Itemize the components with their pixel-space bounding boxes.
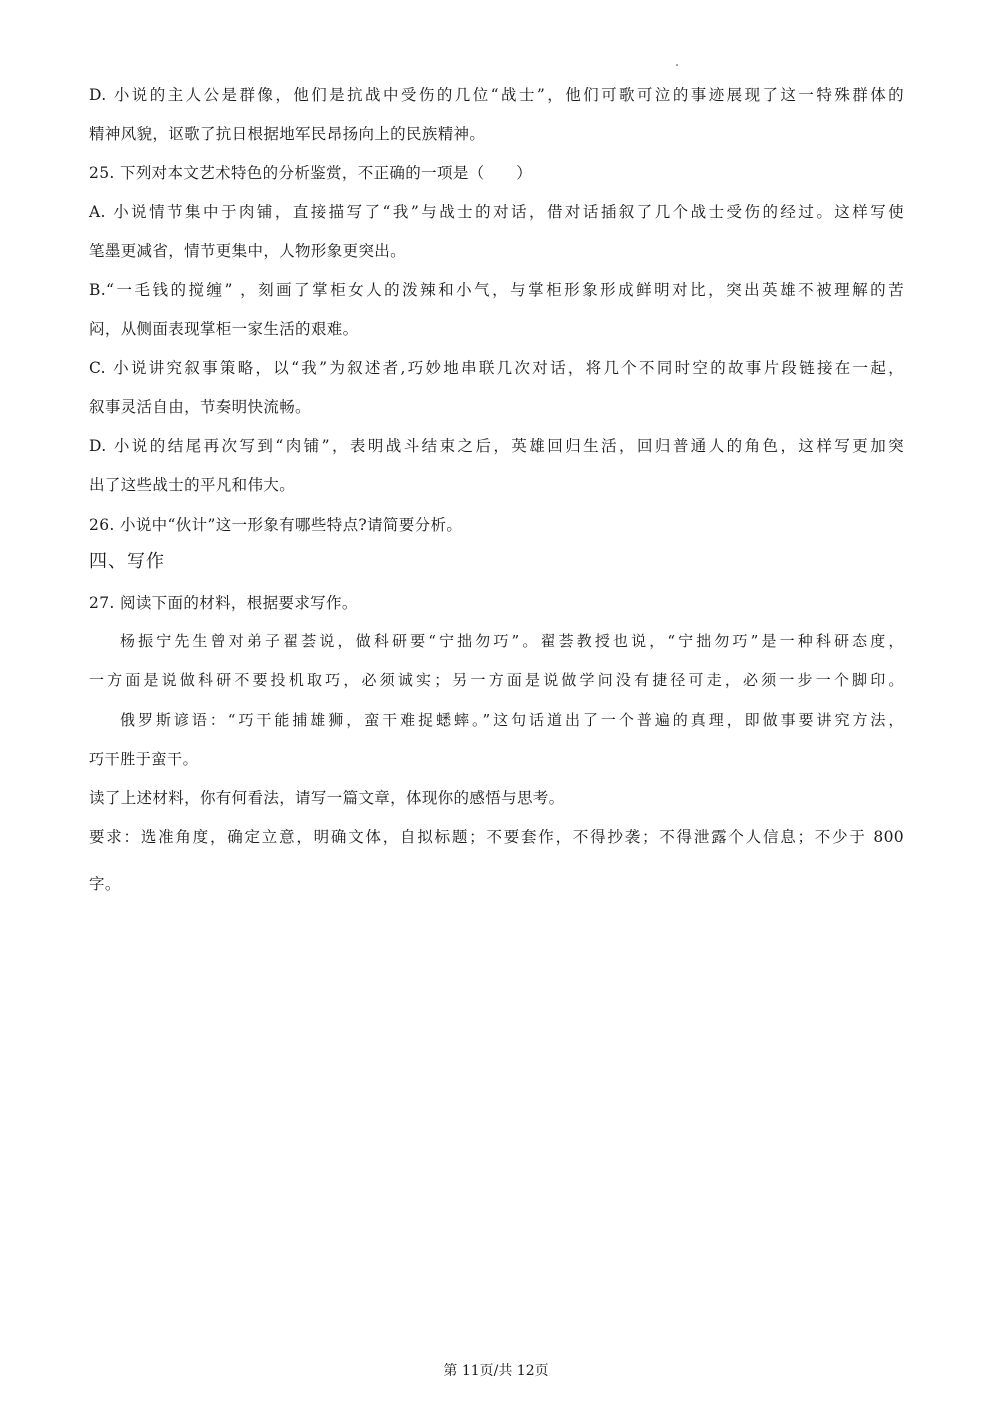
material-para-2-line-1: 俄罗斯谚语：“巧干能捕雄狮，蛮干难捉蟋蟀。”这句话道出了一个普遍的真理，即做事要讲究方法， <box>120 711 904 729</box>
option-b-line-1: B.“一毛钱的搅缠” ，刻画了掌柜女人的泼辣和小气，与掌柜形象形成鲜明对比，突出英雄不被理解的苦 <box>89 281 904 299</box>
option-b-line-2: 闷，从侧面表现掌柜一家生活的艰难。 <box>89 320 359 338</box>
material-para-1-line-2: 一方面是说做科研不要投机取巧，必须诚实；另一方面是说做学问没有捷径可走，必须一步一个脚印。 <box>89 671 904 689</box>
option-c-line-1: C. 小说讲究叙事策略，以“我”为叙述者,巧妙地串联几次对话，将几个不同时空的故事片段链接在一起， <box>89 359 904 377</box>
question-25: 25. 下列对本文艺术特色的分析鉴赏，不正确的一项是（ ） <box>89 164 533 182</box>
option-a-line-1: A. 小说情节集中于肉铺，直接描写了“我”与战士的对话，借对话插叙了几个战士受伤的经过。这样写使 <box>89 203 904 221</box>
material-para-1-line-1: 杨振宁先生曾对弟子翟荟说，做科研要“宁拙勿巧”。翟荟教授也说，“宁拙勿巧”是一种科研态度， <box>120 632 904 650</box>
writing-instruction: 读了上述材料，你有何看法，请写一篇文章，体现你的感悟与思考。 <box>89 789 565 807</box>
question-26: 26. 小说中“伙计”这一形象有哪些特点?请简要分析。 <box>89 516 463 534</box>
option-c-line-2: 叙事灵活自由，节奏明快流畅。 <box>89 398 311 416</box>
question-27: 27. 阅读下面的材料，根据要求写作。 <box>89 594 358 612</box>
scan-speck <box>676 64 678 66</box>
option-d2-line-2: 出了这些战士的平凡和伟大。 <box>89 476 296 494</box>
material-para-2-line-2: 巧干胜于蛮干。 <box>89 750 199 768</box>
section-title: 四、写作 <box>89 551 165 572</box>
option-d2-line-1: D. 小说的结尾再次写到“肉铺”，表明战斗结束之后，英雄回归生活，回归普通人的角色，这样写更加突 <box>89 437 904 455</box>
option-d-line-2: 精神风貌，讴歌了抗日根据地军民昂扬向上的民族精神。 <box>89 125 486 143</box>
requirement-line-2: 字。 <box>89 875 121 893</box>
option-d-line-1: D. 小说的主人公是群像，他们是抗战中受伤的几位“战士”，他们可歌可泣的事迹展现了这一特殊群体的 <box>89 86 904 104</box>
page-footer: 第 11页/共 12页 <box>443 1363 549 1379</box>
option-a-line-2: 笔墨更减省，情节更集中，人物形象更突出。 <box>89 242 407 260</box>
requirement-line-1: 要求：选准角度，确定立意，明确文体，自拟标题；不要套作，不得抄袭；不得泄露个人信息；不少于 800 <box>89 828 904 846</box>
